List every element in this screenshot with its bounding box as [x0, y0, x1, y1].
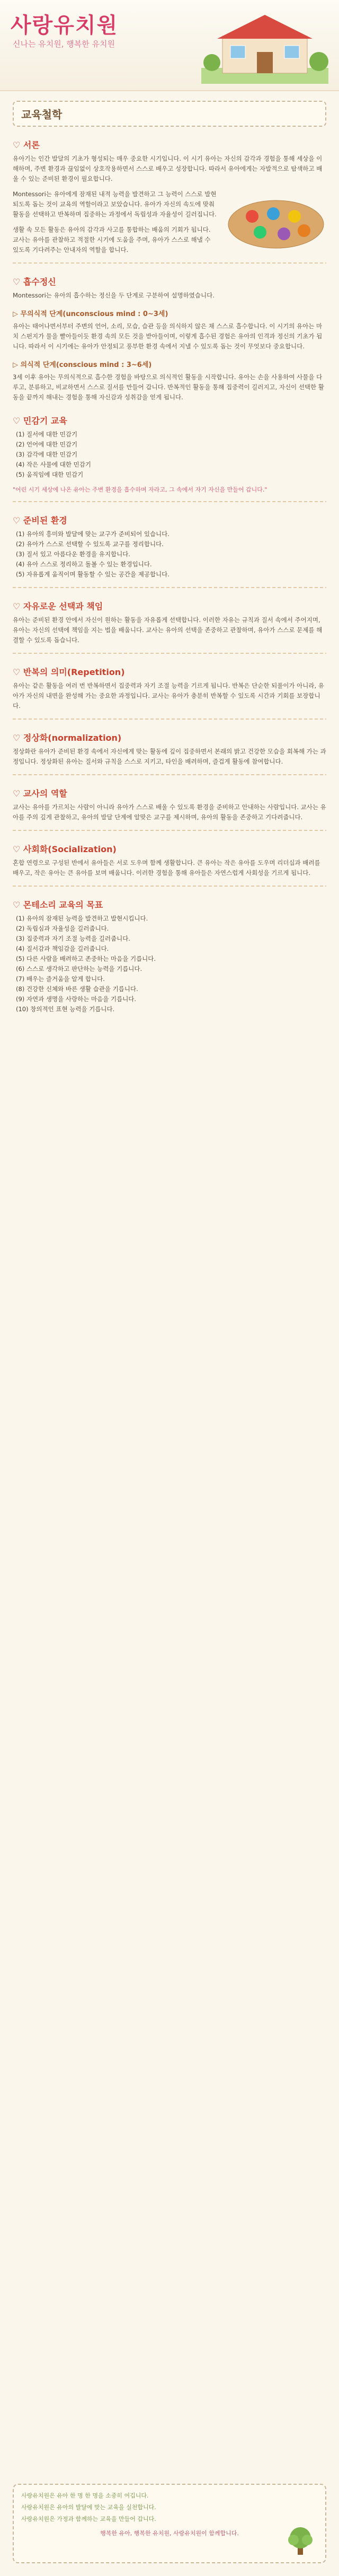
list-item: (3) 질서 있고 아름다운 환경을 유지합니다.	[16, 550, 130, 558]
header-banner	[0, 0, 339, 91]
list-item: (2) 독립심과 자율성을 길러줍니다.	[16, 925, 109, 932]
list-item: (1) 유아의 잠재된 능력을 발견하고 발현시킵니다.	[16, 915, 148, 922]
tree-icon	[282, 2524, 319, 2556]
divider	[13, 719, 326, 720]
section-title-freedom: ♡ 자유로운 선택과 책임	[13, 601, 103, 611]
divider	[13, 501, 326, 502]
list-item: (4) 유아 스스로 정리하고 돌볼 수 있는 환경입니다.	[16, 560, 152, 568]
divider	[13, 653, 326, 654]
list-item: (5) 다른 사람을 배려하고 존중하는 마음을 기릅니다.	[16, 955, 156, 962]
section-title-prepared-env: ♡ 준비된 환경	[13, 515, 67, 525]
page-title-box	[13, 101, 326, 127]
list-item: (1) 질서에 대한 민감기	[16, 431, 78, 438]
absorbent-intro: Montessori는 유아의 흡수하는 정신을 두 단계로 구분하여 설명하였습니다.	[13, 292, 215, 299]
footer-line: 사랑유치원은 가정과 함께하는 교육을 만들어 갑니다.	[21, 2516, 156, 2522]
teacher-text: 교사는 유아를 가르치는 사람이 아니라 유아가 스스로 배울 수 있도록 환경을 준비하고 안내하는 사람입니다. 교사는 유아를 주의 깊게 관찰하고, 유아의 발달 단계에 알맞은 교구를 제시하며, 유아의 활동을 존중하고 기다려줍니다.	[13, 803, 326, 821]
footer-sign: 행복한 유아, 행복한 유치원, 사랑유치원이 함께합니다.	[100, 2530, 239, 2537]
list-item: (7) 배우는 즐거움을 알게 합니다.	[16, 975, 105, 983]
list-item: (8) 건강한 신체와 바른 생활 습관을 기릅니다.	[16, 985, 138, 993]
list-item: (3) 감각에 대한 민감기	[16, 451, 78, 458]
sensitive-list	[13, 430, 326, 480]
section-title-sensitive: ♡ 민감기 교육	[13, 416, 67, 426]
section-title-intro: ♡ 서론	[13, 140, 40, 150]
divider	[13, 262, 326, 264]
quote-text: "어린 시기 세상에 나온 유아는 주변 환경을 흡수하며 자라고, 그 속에서 자기 자신을 만들어 갑니다."	[13, 486, 267, 493]
socialization-text: 혼합 연령으로 구성된 반에서 유아들은 서로 도우며 함께 생활합니다. 큰 유아는 작은 유아를 도우며 리더십과 배려를 배우고, 작은 유아는 큰 유아를 보며 배웁니다. 이러한 경험을 통해 유아들은 자연스럽게 사회성을 기르게 됩니다.	[13, 859, 320, 877]
section-title-teacher: ♡ 교사의 역할	[13, 788, 67, 799]
section-title-normalization: ♡ 정상화(normalization)	[13, 733, 122, 743]
intro-paragraph-3: 생활 속 모든 활동은 유아의 감각과 사고를 통합하는 배움의 기회가 됩니다. 교사는 유아를 관찰하고 적절한 시기에 도움을 주며, 유아가 스스로 해낼 수 있도록 기다려주는 안내자의 역할을 합니다.	[13, 226, 211, 253]
intro-paragraph-2: Montessori는 유아에게 잠재된 내적 능력을 발견하고 그 능력이 스스로 발현되도록 돕는 것이 교육의 역할이라고 보았습니다. 유아가 자신의 속도에 맞춰 활동을 선택하고 반복하며 집중하는 과정에서 독립성과 자율성이 길러집니다.	[13, 190, 217, 218]
list-item: (6) 스스로 생각하고 판단하는 능력을 기릅니다.	[16, 965, 142, 972]
section-title-absorbent: ♡ 흡수정신	[13, 277, 56, 287]
footer-line: 사랑유치원은 유아 한 명 한 명을 소중히 여깁니다.	[21, 2492, 149, 2499]
divider	[13, 886, 326, 887]
page-title: 교육철학	[21, 108, 63, 121]
section-title-socialization: ♡ 사회화(Socialization)	[13, 844, 117, 854]
list-item: (2) 언어에 대한 민감기	[16, 441, 78, 448]
site-logo[interactable]: 사랑유치원	[11, 13, 119, 38]
unconscious-text: 유아는 태어나면서부터 주변의 언어, 소리, 모습, 습관 등을 의식하지 않은 채 스스로 흡수합니다. 이 시기의 유아는 마치 스펀지가 물을 빨아들이듯 환경 속의 모든 것을 받아들이며, 이렇게 흡수된 경험은 유아의 인격과 정신의 기초가 됩니다. 따라서 이 시기에는 유아가 안정되고 풍부한 환경 속에서 지낼 수 있도록 돕는 것이 무엇보다 중요합니다.	[13, 322, 323, 350]
house-icon	[201, 10, 328, 84]
divider	[13, 830, 326, 831]
freedom-text: 유아는 준비된 환경 안에서 자신이 원하는 활동을 자유롭게 선택합니다. 이러한 자유는 규칙과 질서 속에서 주어지며, 유아는 자신의 선택에 책임을 지는 법을 배웁니다. 교사는 유아의 선택을 존중하고 관찰하며, 유아가 스스로 문제를 해결할 수 있도록 돕습니다.	[13, 616, 323, 644]
list-item: (2) 유아가 스스로 선택할 수 있도록 교구를 정리합니다.	[16, 540, 164, 548]
footer-note	[13, 2484, 326, 2563]
divider	[13, 587, 326, 588]
unconscious-title: ▷ 무의식적 단계(unconscious mind : 0~3세)	[13, 310, 168, 318]
montessori-material-image	[226, 192, 326, 251]
goals-list	[13, 914, 326, 1014]
repetition-text: 유아는 같은 활동을 여러 번 반복하면서 집중력과 자기 조절 능력을 기르게 됩니다. 반복은 단순한 되풀이가 아니라, 유아가 자신의 내면을 완성해 가는 중요한 과정입니다. 교사는 유아가 충분히 반복할 수 있도록 시간과 기회를 보장합니다.	[13, 682, 324, 709]
list-item: (4) 질서감과 책임감을 길러줍니다.	[16, 945, 109, 952]
footer-line: 사랑유치원은 유아의 발달에 맞는 교육을 실천합니다.	[21, 2504, 156, 2511]
intro-paragraph-1: 유아기는 인간 발달의 기초가 형성되는 매우 중요한 시기입니다. 이 시기 유아는 자신의 감각과 경험을 통해 세상을 이해하며, 주변 환경과 끊임없이 상호작용하면서 스스로 배우고 성장합니다. 따라서 유아에게는 자발적으로 탐색하고 배울 수 있는 준비된 환경이 필요합니다.	[13, 155, 323, 182]
normalization-text: 정상화란 유아가 준비된 환경 속에서 자신에게 맞는 활동에 깊이 집중하면서 본래의 밝고 건강한 모습을 회복해 가는 과정입니다. 정상화된 유아는 질서와 규칙을 스스로 지키고, 타인을 배려하며, 즐겁게 활동에 참여합니다.	[13, 748, 326, 765]
list-item: (4) 작은 사물에 대한 민감기	[16, 461, 92, 468]
list-item: (3) 집중력과 자기 조절 능력을 길러줍니다.	[16, 935, 130, 942]
list-item: (10) 창의적인 표현 능력을 기릅니다.	[16, 1005, 115, 1013]
conscious-text: 3세 이후 유아는 무의식적으로 흡수한 경험을 바탕으로 의식적인 활동을 시작합니다. 유아는 손을 사용하여 사물을 다루고, 분류하고, 비교하면서 스스로 질서를 만들어 갑니다. 반복적인 활동을 통해 집중력이 길러지고, 자신이 선택한 활동을 끝까지 해내는 경험을 통해 자신감과 성취감을 얻게 됩니다.	[13, 373, 324, 401]
conscious-title: ▷ 의식적 단계(conscious mind : 3~6세)	[13, 361, 152, 369]
list-item: (9) 자연과 생명을 사랑하는 마음을 기릅니다.	[16, 995, 137, 1003]
main-content	[0, 138, 339, 1014]
divider	[13, 774, 326, 775]
section-title-goals: ♡ 몬테소리 교육의 목표	[13, 900, 103, 910]
section-title-repetition: ♡ 반복의 의미(Repetition)	[13, 667, 125, 677]
site-tagline: 신나는 유치원, 행복한 유치원	[13, 39, 115, 49]
list-item: (1) 유아의 흥미와 발달에 맞는 교구가 준비되어 있습니다.	[16, 530, 170, 538]
list-item: (5) 움직임에 대한 민감기	[16, 471, 84, 478]
list-item: (5) 자유롭게 움직이며 활동할 수 있는 공간을 제공합니다.	[16, 571, 170, 578]
prepared-env-list	[13, 529, 326, 580]
